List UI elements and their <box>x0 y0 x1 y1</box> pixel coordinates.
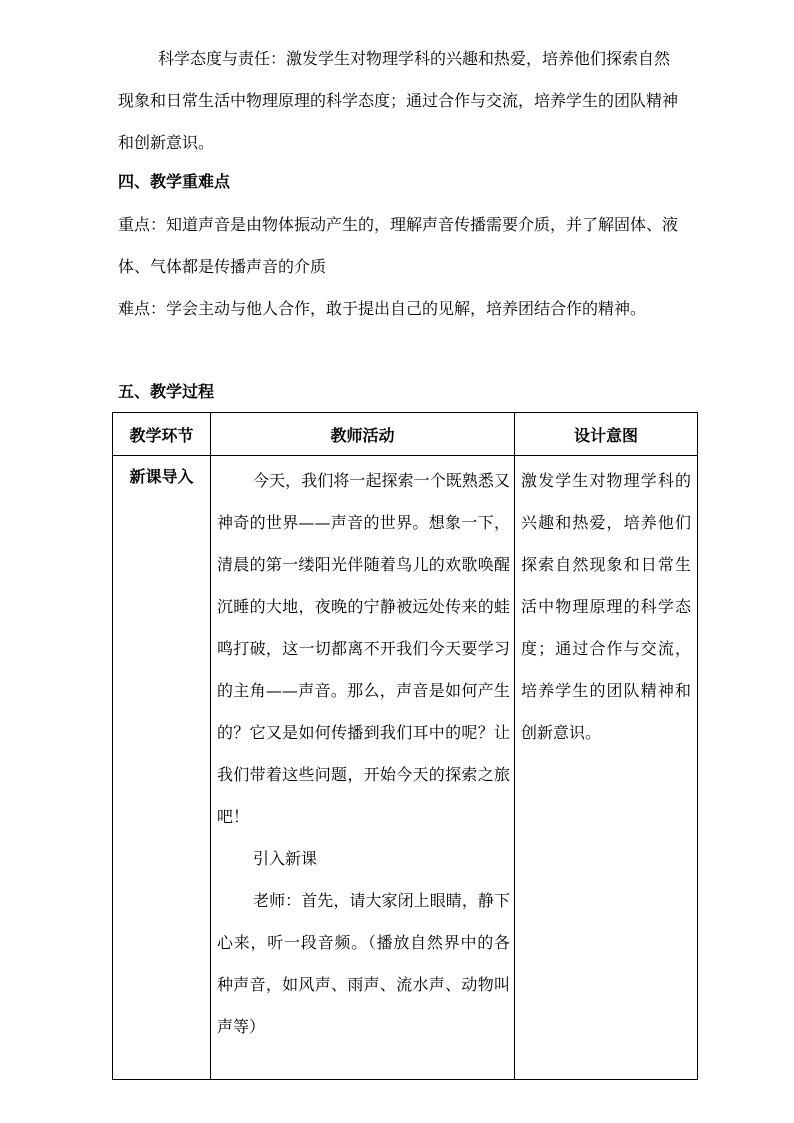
stage-cell: 新课导入 <box>113 456 211 1080</box>
header-stage: 教学环节 <box>113 413 211 456</box>
design-intent-cell: 激发学生对物理学科的兴趣和热爱，培养他们探索自然现象和日常生活中物理原理的科学态度；通过合作与交流，培养学生的团队精神和创新意识。 <box>515 456 698 1080</box>
table-header-row <box>113 413 698 456</box>
teacher-activity-cell <box>211 456 515 1080</box>
header-teacher-activity: 教师活动 <box>211 413 515 456</box>
difficulty-paragraph: 难点：学会主动与他人合作，敢于提出自己的见解，培养团结合作的精神。 <box>118 299 647 318</box>
teaching-process-table <box>112 412 698 1080</box>
teacher-activity-paragraph: 引入新课 <box>253 849 318 868</box>
teacher-activity-paragraph: 老师：首先，请大家闭上眼睛，静下心来，听一段音频。（播放自然界中的各种声音，如风声、雨声、流水声、动物叫声等） <box>217 891 510 1036</box>
section-heading-process: 五、教学过程 <box>118 382 215 401</box>
intro-paragraph: 科学态度与责任：激发学生对物理学科的兴趣和热爱，培养他们探索自然现象和日常生活中物理原理的科学态度；通过合作与交流，培养学生的团队精神和创新意识。 <box>118 49 679 152</box>
table-row <box>113 456 698 1080</box>
key-point-paragraph: 重点：知道声音是由物体振动产生的，理解声音传播需要介质，并了解固体、液体、气体都是传播声音的介质 <box>118 215 679 276</box>
section-heading-key-points: 四、教学重难点 <box>118 172 231 191</box>
header-design-intent: 设计意图 <box>515 413 698 456</box>
teacher-activity-paragraph: 今天，我们将一起探索一个既熟悉又神奇的世界——声音的世界。想象一下，清晨的第一缕阳光伴随着鸟儿的欢歌唤醒沉睡的大地，夜晚的宁静被远处传来的蛙鸣打破，这一切都离不开我们今天要学习的主角——声音。那么，声音是如何产生的？它又是如何传播到我们耳中的呢？让我们带着这些问题，开始今天的探索之旅吧！ <box>217 471 510 826</box>
